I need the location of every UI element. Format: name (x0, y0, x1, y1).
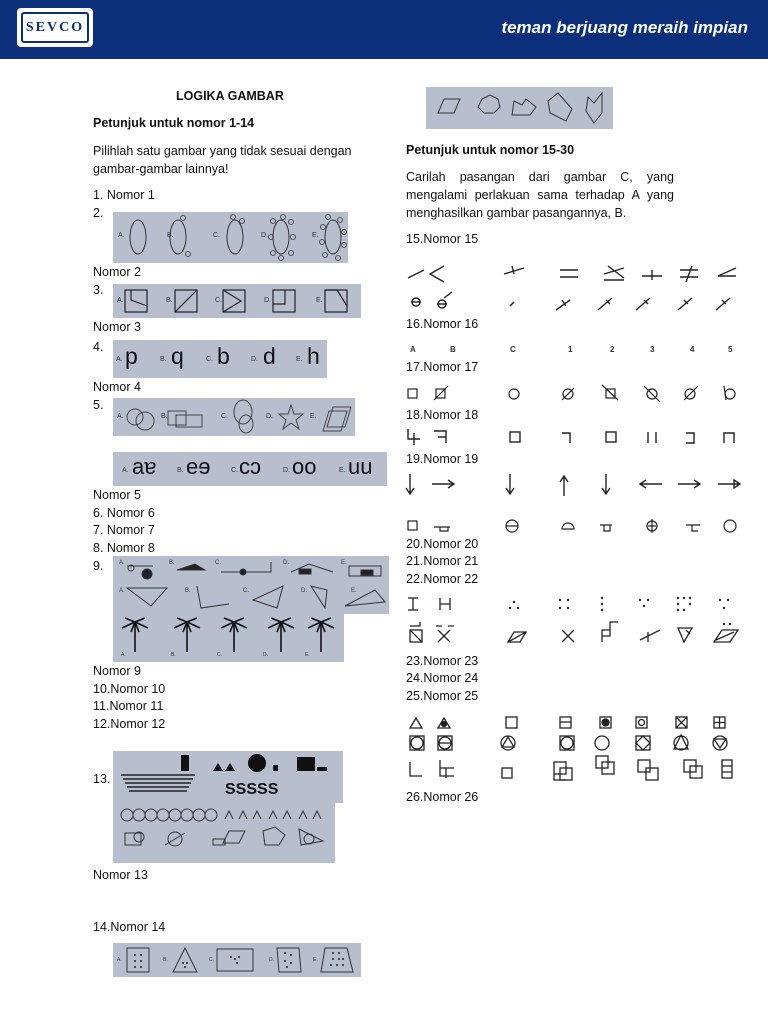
item-label: 7. Nomor 7 (93, 523, 155, 537)
column-header: C (510, 345, 516, 354)
question-15-figures (404, 260, 744, 316)
svg-text:C.: C. (243, 588, 249, 594)
svg-text:B.: B. (166, 297, 173, 304)
option-letter: D. (283, 467, 290, 474)
svg-text:A.: A. (118, 232, 125, 239)
column-header: 1 (568, 345, 573, 354)
item-label: 19.Nomor 19 (406, 452, 479, 466)
letter-pair-c: cɔ (239, 454, 261, 479)
item-label: 4. (93, 340, 104, 354)
instruction-text-15-30: Carilah pasangan dari gambar C, yang mengalami perlakuan sama terhadap A yang menghasilkan gambar pasangannya, B. (406, 170, 674, 220)
option-letter: D. (251, 356, 258, 363)
letter-option-a: p (125, 343, 138, 369)
item-label: 8. Nomor 8 (93, 541, 155, 555)
column-header: B (450, 345, 456, 354)
question-14-extra-figures (426, 87, 613, 129)
item-label: 14.Nomor 14 (93, 920, 166, 934)
item-label: 24.Nomor 24 (406, 671, 479, 685)
svg-text:E.: E. (341, 560, 347, 566)
question-13-figures (113, 751, 343, 803)
letter-pair-d: oo (292, 454, 317, 479)
svg-text:C.: C. (221, 413, 228, 420)
item-label: 21.Nomor 21 (406, 554, 479, 568)
column-header: 3 (650, 345, 655, 354)
letter-option-e: h (307, 343, 320, 369)
svg-text:D.: D. (301, 588, 307, 594)
page-header (0, 0, 768, 59)
question-25-figures (404, 712, 744, 784)
instruction-heading-1-14: Petunjuk untuk nomor 1-14 (93, 116, 255, 130)
svg-text:D.: D. (261, 232, 268, 239)
item-label: Nomor 9 (93, 664, 141, 678)
question-17-figures (404, 382, 744, 406)
svg-text:D.: D. (266, 413, 273, 420)
svg-text:B.: B. (167, 232, 174, 239)
svg-text:C.: C. (215, 297, 222, 304)
question-20-figures (404, 515, 744, 537)
svg-text:E.: E. (351, 588, 357, 594)
svg-text:C.: C. (213, 232, 220, 239)
item-label: 1. Nomor 1 (93, 188, 155, 202)
column-header: 5 (728, 345, 733, 354)
svg-text:E.: E. (313, 957, 318, 963)
question-5-letter-pairs (113, 452, 387, 486)
question-18-figures (404, 425, 744, 449)
svg-text:C.: C. (215, 560, 221, 566)
question-14-figures (113, 943, 361, 977)
question-5-figures (113, 398, 355, 436)
question-9-figures (113, 556, 389, 614)
item-label: 23.Nomor 23 (406, 654, 479, 668)
item-label: 15.Nomor 15 (406, 232, 479, 246)
svg-text:D.: D. (264, 297, 271, 304)
letter-option-b: q (171, 343, 184, 369)
item-label: 13. (93, 772, 111, 786)
question-3-figures (113, 284, 361, 318)
svg-text:E.: E. (316, 297, 323, 304)
svg-text:B.: B. (169, 560, 175, 566)
option-letter: B. (160, 356, 167, 363)
svg-text:B.: B. (163, 957, 168, 963)
letter-pair-a: aɐ (132, 454, 157, 479)
item-label: 6. Nomor 6 (93, 506, 155, 520)
question-13-figures-2 (113, 803, 335, 863)
svg-text:B.: B. (161, 413, 168, 420)
item-label: 26.Nomor 26 (406, 790, 479, 804)
item-label: 16.Nomor 16 (406, 317, 479, 331)
item-label: Nomor 13 (93, 868, 148, 882)
option-letter: A. (122, 467, 129, 474)
page-title: LOGIKA GAMBAR (176, 89, 284, 103)
question-2-figures (113, 212, 348, 263)
instruction-text-1-14: Pilihlah satu gambar yang tidak sesuai dengan gambar-gambar lainnya! (93, 144, 352, 176)
svg-text:A.: A. (119, 588, 125, 594)
svg-text:A.: A. (121, 652, 126, 658)
letter-option-c: b (217, 343, 230, 369)
svg-text:C.: C. (217, 652, 222, 658)
svg-text:A.: A. (117, 957, 122, 963)
letter-option-d: d (263, 343, 276, 369)
item-label: 25.Nomor 25 (406, 689, 479, 703)
item-label: 22.Nomor 22 (406, 572, 479, 586)
column-header: 4 (690, 345, 695, 354)
item-label: 3. (93, 283, 104, 297)
item-label: 18.Nomor 18 (406, 408, 479, 422)
option-letter: B. (177, 467, 184, 474)
letter-pair-e: uu (348, 454, 373, 479)
tagline: teman berjuang meraih impian (501, 18, 748, 37)
question-9-palm-trees (113, 614, 344, 662)
letter-pair-b: eɘ (186, 454, 211, 479)
question-19-figures (404, 470, 744, 500)
svg-text:A.: A. (117, 297, 124, 304)
option-letter: C. (206, 356, 213, 363)
svg-text:A.: A. (117, 413, 124, 420)
item-label: Nomor 5 (93, 488, 141, 502)
option-letter: E. (296, 356, 303, 363)
column-header: 2 (610, 345, 615, 354)
item-label: 9. (93, 559, 104, 573)
sssss-text: SSSSS (225, 781, 279, 798)
item-label: 5. (93, 398, 104, 412)
svg-text:D.: D. (263, 652, 268, 658)
question-22-figures (404, 590, 744, 648)
option-letter: A. (116, 356, 123, 363)
item-label: Nomor 3 (93, 320, 141, 334)
svg-text:B.: B. (185, 588, 191, 594)
item-label: Nomor 2 (93, 265, 141, 279)
item-label: 20.Nomor 20 (406, 537, 479, 551)
svg-text:E.: E. (305, 652, 310, 658)
question-4-figures (113, 340, 327, 378)
option-letter: E. (339, 467, 346, 474)
svg-text:E.: E. (310, 413, 317, 420)
item-label: 2. (93, 206, 104, 220)
item-label: Nomor 4 (93, 380, 141, 394)
column-header: A (410, 345, 416, 354)
svg-text:D.: D. (269, 957, 274, 963)
svg-text:A.: A. (119, 560, 125, 566)
svg-text:C.: C. (209, 957, 214, 963)
question-16-column-headers (404, 343, 744, 357)
item-label: 17.Nomor 17 (406, 360, 479, 374)
sevco-logo (17, 8, 93, 47)
svg-text:D.: D. (283, 560, 289, 566)
logo-text: SEVCO (25, 19, 85, 35)
svg-text:E.: E. (312, 232, 319, 239)
item-label: 11.Nomor 11 (93, 699, 164, 713)
item-label: 10.Nomor 10 (93, 682, 166, 696)
option-letter: C. (231, 467, 238, 474)
svg-text:B.: B. (171, 652, 176, 658)
item-label: 12.Nomor 12 (93, 717, 166, 731)
instruction-heading-15-30: Petunjuk untuk nomor 15-30 (406, 143, 575, 157)
